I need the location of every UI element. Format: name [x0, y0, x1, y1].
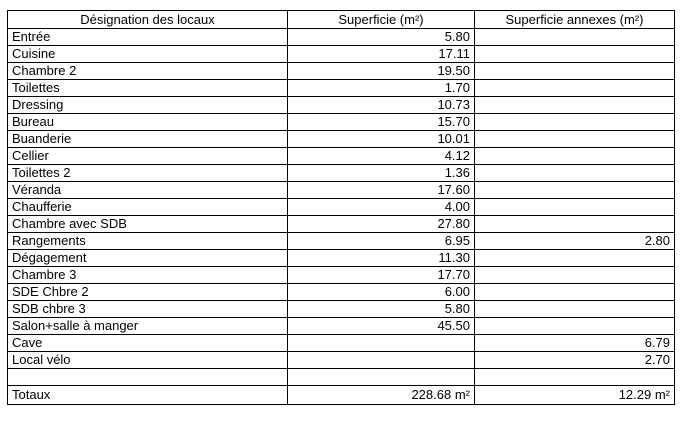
row-annexes-cell — [475, 29, 675, 46]
row-annexes-cell — [475, 318, 675, 335]
row-superficie-cell: 6.00 — [288, 284, 475, 301]
row-name-cell: Cuisine — [8, 46, 288, 63]
table-row — [8, 63, 675, 80]
row-annexes-cell — [475, 131, 675, 148]
table-row — [8, 352, 675, 369]
row-name-cell: Véranda — [8, 182, 288, 199]
table-row — [8, 80, 675, 97]
header-annexes: Superficie annexes (m²) — [475, 11, 675, 29]
row-annexes-cell — [475, 284, 675, 301]
row-superficie-cell — [288, 352, 475, 369]
row-annexes-cell: 2.80 — [475, 233, 675, 250]
surface-table — [7, 10, 675, 405]
row-name-cell: Chambre 3 — [8, 267, 288, 284]
row-superficie-cell: 17.70 — [288, 267, 475, 284]
spacer-cell — [288, 369, 475, 386]
row-superficie-cell: 17.11 — [288, 46, 475, 63]
row-annexes-cell — [475, 80, 675, 97]
row-name-cell: Buanderie — [8, 131, 288, 148]
row-superficie-cell: 5.80 — [288, 29, 475, 46]
row-superficie-cell: 4.12 — [288, 148, 475, 165]
table-row — [8, 29, 675, 46]
row-name-cell: Bureau — [8, 114, 288, 131]
row-annexes-cell — [475, 46, 675, 63]
row-superficie-cell: 4.00 — [288, 199, 475, 216]
table-row — [8, 46, 675, 63]
table-row — [8, 216, 675, 233]
table-row — [8, 335, 675, 352]
row-superficie-cell: 1.36 — [288, 165, 475, 182]
row-name-cell: Entrée — [8, 29, 288, 46]
row-annexes-cell — [475, 267, 675, 284]
row-annexes-cell — [475, 148, 675, 165]
table-row — [8, 199, 675, 216]
spacer-cell — [8, 369, 288, 386]
totals-superficie: 228.68 m² — [288, 386, 475, 405]
table-row — [8, 97, 675, 114]
header-superficie: Superficie (m²) — [288, 11, 475, 29]
row-superficie-cell: 10.01 — [288, 131, 475, 148]
table-row — [8, 318, 675, 335]
table-row — [8, 267, 675, 284]
row-annexes-cell — [475, 114, 675, 131]
row-superficie-cell: 11.30 — [288, 250, 475, 267]
table-row — [8, 114, 675, 131]
totals-label: Totaux — [8, 386, 288, 405]
row-annexes-cell: 2.70 — [475, 352, 675, 369]
table-row — [8, 182, 675, 199]
row-name-cell: Local vélo — [8, 352, 288, 369]
row-annexes-cell — [475, 97, 675, 114]
row-name-cell: Dressing — [8, 97, 288, 114]
row-name-cell: Cave — [8, 335, 288, 352]
table-body — [8, 29, 675, 369]
row-annexes-cell — [475, 250, 675, 267]
row-name-cell: Chambre 2 — [8, 63, 288, 80]
row-annexes-cell: 6.79 — [475, 335, 675, 352]
header-designation: Désignation des locaux — [8, 11, 288, 29]
table-row — [8, 165, 675, 182]
row-superficie-cell: 15.70 — [288, 114, 475, 131]
row-superficie-cell: 19.50 — [288, 63, 475, 80]
spacer-row — [8, 369, 675, 386]
table-row — [8, 301, 675, 318]
row-name-cell: Toilettes — [8, 80, 288, 97]
row-superficie-cell: 5.80 — [288, 301, 475, 318]
row-superficie-cell: 1.70 — [288, 80, 475, 97]
row-superficie-cell: 27.80 — [288, 216, 475, 233]
spacer-cell — [475, 369, 675, 386]
row-annexes-cell — [475, 165, 675, 182]
totals-row — [8, 386, 675, 405]
row-name-cell: Chambre avec SDB — [8, 216, 288, 233]
row-name-cell: SDB chbre 3 — [8, 301, 288, 318]
row-annexes-cell — [475, 182, 675, 199]
row-name-cell: Dégagement — [8, 250, 288, 267]
header-row — [8, 11, 675, 29]
totals-annexes: 12.29 m² — [475, 386, 675, 405]
table-row — [8, 148, 675, 165]
row-annexes-cell — [475, 216, 675, 233]
table-row — [8, 131, 675, 148]
table-row — [8, 233, 675, 250]
row-superficie-cell: 10.73 — [288, 97, 475, 114]
row-name-cell: Rangements — [8, 233, 288, 250]
row-annexes-cell — [475, 301, 675, 318]
row-name-cell: Toilettes 2 — [8, 165, 288, 182]
row-name-cell: SDE Chbre 2 — [8, 284, 288, 301]
table-row — [8, 284, 675, 301]
table-row — [8, 250, 675, 267]
row-superficie-cell — [288, 335, 475, 352]
row-annexes-cell — [475, 199, 675, 216]
row-annexes-cell — [475, 63, 675, 80]
row-name-cell: Cellier — [8, 148, 288, 165]
row-superficie-cell: 45.50 — [288, 318, 475, 335]
row-name-cell: Chaufferie — [8, 199, 288, 216]
row-superficie-cell: 17.60 — [288, 182, 475, 199]
row-name-cell: Salon+salle à manger — [8, 318, 288, 335]
row-superficie-cell: 6.95 — [288, 233, 475, 250]
surface-table-container — [7, 10, 675, 405]
